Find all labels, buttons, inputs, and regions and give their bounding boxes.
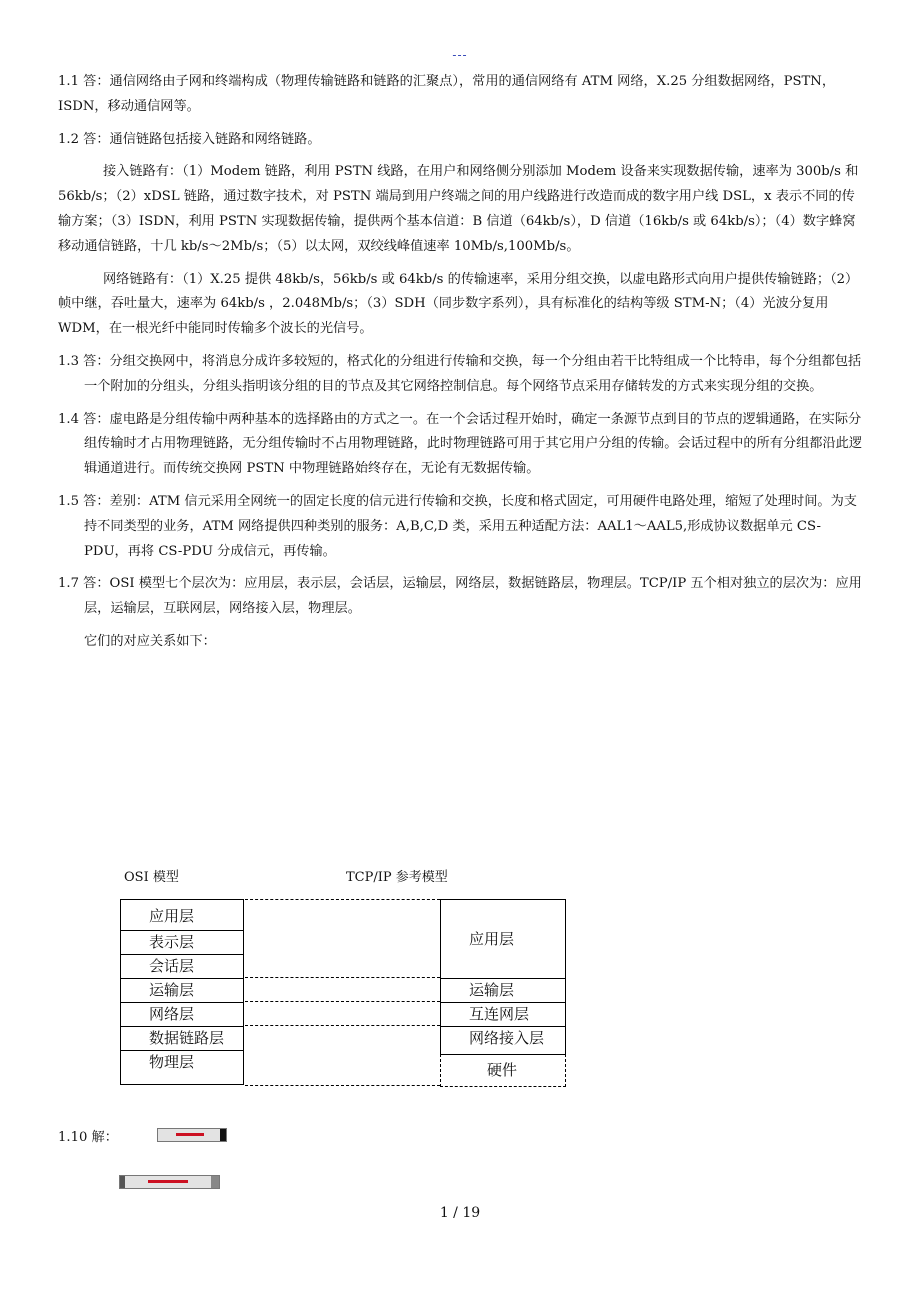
document-body (58, 70, 864, 663)
osi-layer-application: 应用层 (121, 905, 243, 931)
mapping-line (245, 1085, 440, 1086)
tcpip-model-box (440, 899, 566, 1056)
osi-layer-session: 会话层 (121, 955, 243, 979)
embedded-image-placeholder (119, 1175, 220, 1189)
page-number: 1 / 19 (439, 1205, 481, 1221)
osi-layer-network: 网络层 (121, 1003, 243, 1027)
tcp-layer-internet: 互连网层 (441, 1003, 565, 1027)
answer-1-7-intro: 它们的对应关系如下： (84, 633, 216, 649)
tcp-title: TCP/IP 参考模型 (346, 870, 448, 885)
answer-1-4: 1.4 答：虚电路是分组传输中两种基本的选择路由的方式之一。在一个会话过程开始时，确定一条源节点到目的节点的逻辑通路，在实际分组传输时才占用物理链路，无分组传输时不占用物理链路，此时物理链路可用于其它用户分组的传输。会话过程中的所有分组都沿此逻辑通道进行。而传统交换网 PSTN 中物理链路始终存在，无论有无数据传输。 (58, 411, 863, 477)
mapping-line (245, 1001, 440, 1002)
answer-1-2-access: 接入链路有：（1）Modem 链路，利用 PSTN 线路，在用户和网络侧分别添加 Modem 设备来实现数据传输，速率为 300b/s 和 56kb/s；（2）xDSL 链路，通过数字技术，对 PSTN 端局到用户终端之间的用户线路进行改造而成的数字用户线 DSL，x 表示不同的传输方案；（3）ISDN，利用 PSTN 实现数据传输，提供两个基本信道：B 信道（64kb/s），D 信道（16kb/s 或 64kb/s）；（4）数字蜂窝移动通信链路，十几 kb/s～2Mb/s；（5）以太网，双绞线峰值速率 10Mb/s,100Mb/s。 (58, 164, 859, 254)
osi-layer-transport: 运输层 (121, 979, 243, 1003)
tcp-layer-transport: 运输层 (441, 979, 565, 1003)
answer-1-3: 1.3 答：分组交换网中，将消息分成许多较短的，格式化的分组进行传输和交换，每一个分组由若干比特组成一个比特串，每个分组都包括一个附加的分组头，分组头指明该分组的目的节点及其它网络控制信息。每个网络节点采用存储转发的方式来实现分组的交换。 (58, 353, 862, 394)
header-mark: --- (452, 48, 468, 62)
osi-layer-presentation: 表示层 (121, 931, 243, 955)
answer-1-5: 1.5 答：差别：ATM 信元采用全网统一的固定长度的信元进行传输和交换，长度和格式固定，可用硬件电路处理，缩短了处理时间。为支持不同类型的业务，ATM 网络提供四种类别的服务：A,B,C,D 类，采用五种适配方法：AAL1～AAL5,形成协议数据单元 CS-PDU，再将 CS-PDU 分成信元，再传输。 (58, 493, 857, 559)
tcp-layer-application: 应用层 (441, 900, 565, 979)
answer-1-7: 1.7 答：OSI 模型七个层次为：应用层，表示层，会话层，运输层，网络层，数据链路层，物理层。TCP/IP 五个相对独立的层次为：应用层，运输层，互联网层，网络接入层，物理层。 (58, 576, 862, 617)
answer-1-2-network: 网络链路有：（1）X.25 提供 48kb/s，56kb/s 或 64kb/s 的传输速率，采用分组交换，以虚电路形式向用户提供传输链路；（2）帧中继，吞吐量大，速率为 64kb/s ，2.048Mb/s；（3）SDH（同步数字系列），具有标准化的结构等级 STM-N；（4）光波分复用 WDM，在一根光纤中能同时传输多个波长的光信号。 (58, 271, 859, 337)
embedded-image-placeholder (157, 1128, 227, 1142)
osi-title: OSI 模型 (124, 870, 179, 885)
gray-bar (120, 1176, 125, 1188)
tcp-layer-network-access: 网络接入层 (441, 1027, 565, 1055)
osi-layer-datalink: 数据链路层 (121, 1027, 243, 1051)
mapping-line (245, 977, 440, 978)
mapping-line (245, 1025, 440, 1026)
osi-layer-physical: 物理层 (149, 1053, 195, 1071)
tcp-layer-hardware: 硬件 (440, 1054, 566, 1087)
gray-bar (211, 1176, 219, 1188)
black-bar (220, 1129, 226, 1141)
answer-1-2: 1.2 答：通信链路包括接入链路和网络链路。 (58, 131, 321, 147)
mapping-line (245, 899, 440, 900)
answer-1-1: 1.1 答：通信网络由子网和终端构成（物理传输链路和链路的汇聚点），常用的通信网络有 ATM 网络，X.25 分组数据网络，PSTN，ISDN，移动通信网等。 (58, 74, 836, 114)
red-mark (176, 1133, 204, 1136)
answer-1-10-label: 1.10 解： (58, 1130, 118, 1145)
osi-model-box (120, 899, 244, 1085)
red-mark (148, 1180, 188, 1183)
